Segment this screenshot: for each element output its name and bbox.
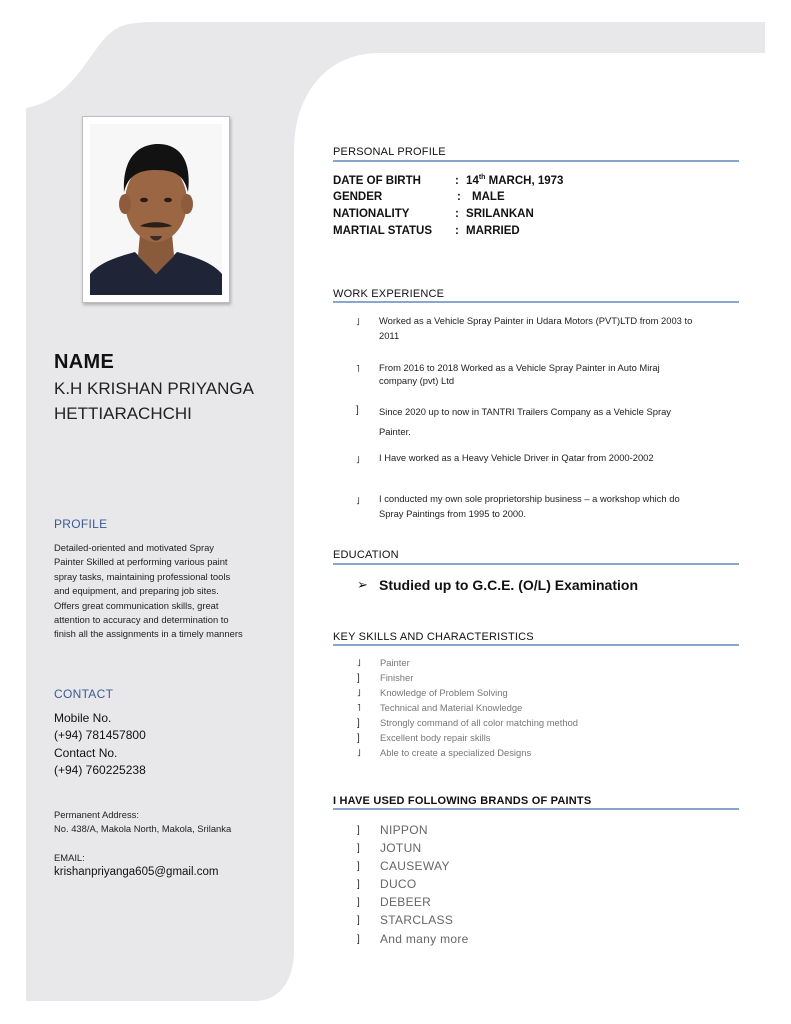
section-divider — [333, 301, 739, 303]
bullet-icon: ] — [357, 673, 360, 684]
work-experience-heading: WORK EXPERIENCE — [333, 288, 445, 300]
bullet-icon: ] — [357, 861, 360, 872]
brand-item: STARCLASS — [380, 913, 454, 927]
contact-label: Contact No. — [54, 746, 118, 760]
profile-photo — [82, 116, 230, 303]
mobile-label: Mobile No. — [54, 711, 112, 725]
brand-item: And many more — [380, 932, 469, 946]
section-divider — [333, 563, 739, 565]
mobile-number[interactable]: (+94) 781457800 — [54, 728, 146, 742]
section-divider — [333, 644, 739, 646]
full-name-line-2: HETTIARACHCHI — [54, 404, 192, 423]
education-item: Studied up to G.C.E. (O/L) Examination — [379, 577, 638, 593]
work-item-1: Worked as a Vehicle Spray Painter in Udara Motors (PVT)LTD from 2003 to 2011 — [379, 315, 693, 341]
bullet-icon: ] — [357, 879, 360, 890]
brand-item: JOTUN — [380, 841, 422, 855]
work-item-5: I conducted my own sole proprietorship business – a workshop which do Spray Paintings from 1995 to 2000. — [379, 493, 680, 519]
bullet-icon: ˩ — [357, 688, 361, 699]
profile-summary: Detailed-oriented and motivated Spray Painter Skilled at performing various paint spray tasks, maintaining professional tools and equipment, and preparing job sites. Offers great communication skills, great attention to accuracy and determination to finish all the assignments in a timely manners — [54, 542, 243, 640]
bullet-icon: ˥ — [357, 703, 361, 714]
work-item-4: I Have worked as a Heavy Vehicle Driver in Qatar from 2000-2002 — [379, 452, 654, 463]
bullet-icon: ] — [357, 915, 360, 926]
skill-item: Excellent body repair skills — [380, 732, 491, 743]
personal-profile-heading: PERSONAL PROFILE — [333, 146, 446, 158]
contact-heading: CONTACT — [54, 687, 114, 701]
bullet-icon: ] — [357, 897, 360, 908]
brand-item: NIPPON — [380, 823, 428, 837]
address-value: No. 438/A, Makola North, Makola, Srilanka — [54, 823, 232, 834]
profile-heading: PROFILE — [54, 517, 108, 531]
bullet-icon: ] — [357, 934, 360, 945]
address-label: Permanent Address: — [54, 809, 139, 820]
section-divider — [333, 160, 739, 162]
bullet-icon: ] — [356, 405, 359, 416]
marital-status-row: MARTIAL STATUS : MARRIED — [333, 225, 520, 237]
work-item-3: Since 2020 up to now in TANTRI Trailers Company as a Vehicle Spray Painter. — [379, 406, 671, 437]
section-divider — [333, 808, 739, 810]
skill-item: Able to create a specialized Designs — [380, 747, 532, 758]
bullet-icon: ˩ — [357, 658, 361, 669]
key-skills-heading: KEY SKILLS AND CHARACTERISTICS — [333, 631, 534, 643]
gender-row: GENDER : MALE — [333, 191, 505, 203]
skill-item: Technical and Material Knowledge — [380, 702, 523, 713]
nationality-row: NATIONALITY : SRILANKAN — [333, 208, 534, 220]
full-name-line-1: K.H KRISHAN PRIYANGA — [54, 379, 254, 398]
skill-item: Strongly command of all color matching method — [380, 717, 579, 728]
bullet-icon: ˥ — [356, 364, 360, 375]
brand-item: DEBEER — [380, 895, 432, 909]
email-link[interactable]: krishanpriyanga605@gmail.com — [54, 866, 219, 878]
education-heading: EDUCATION — [333, 549, 399, 561]
brand-item: DUCO — [380, 877, 417, 891]
bullet-icon: ] — [357, 718, 360, 729]
arrow-icon: ➢ — [357, 577, 368, 592]
bullet-icon: ˩ — [356, 317, 360, 328]
name-heading: NAME — [54, 351, 115, 373]
skill-item: Knowledge of Problem Solving — [380, 687, 508, 698]
bullet-icon: ] — [357, 825, 360, 836]
work-item-2: From 2016 to 2018 Worked as a Vehicle Spray Painter in Auto Miraj company (pvt) Ltd — [379, 362, 660, 386]
skill-item: Finisher — [380, 672, 414, 683]
brand-item: CAUSEWAY — [380, 859, 450, 873]
bullet-icon: ] — [357, 733, 360, 744]
date-of-birth-row: DATE OF BIRTH : 14th MARCH, 1973 — [333, 174, 564, 187]
skill-item: Painter — [380, 657, 410, 668]
bullet-icon: ˩ — [357, 748, 361, 759]
bullet-icon: ˩ — [356, 455, 360, 466]
brands-heading: I HAVE USED FOLLOWING BRANDS OF PAINTS — [333, 795, 592, 807]
contact-number[interactable]: (+94) 760225238 — [54, 763, 146, 777]
bullet-icon: ˩ — [356, 496, 360, 507]
bullet-icon: ] — [357, 843, 360, 854]
email-label: EMAIL: — [54, 852, 85, 863]
